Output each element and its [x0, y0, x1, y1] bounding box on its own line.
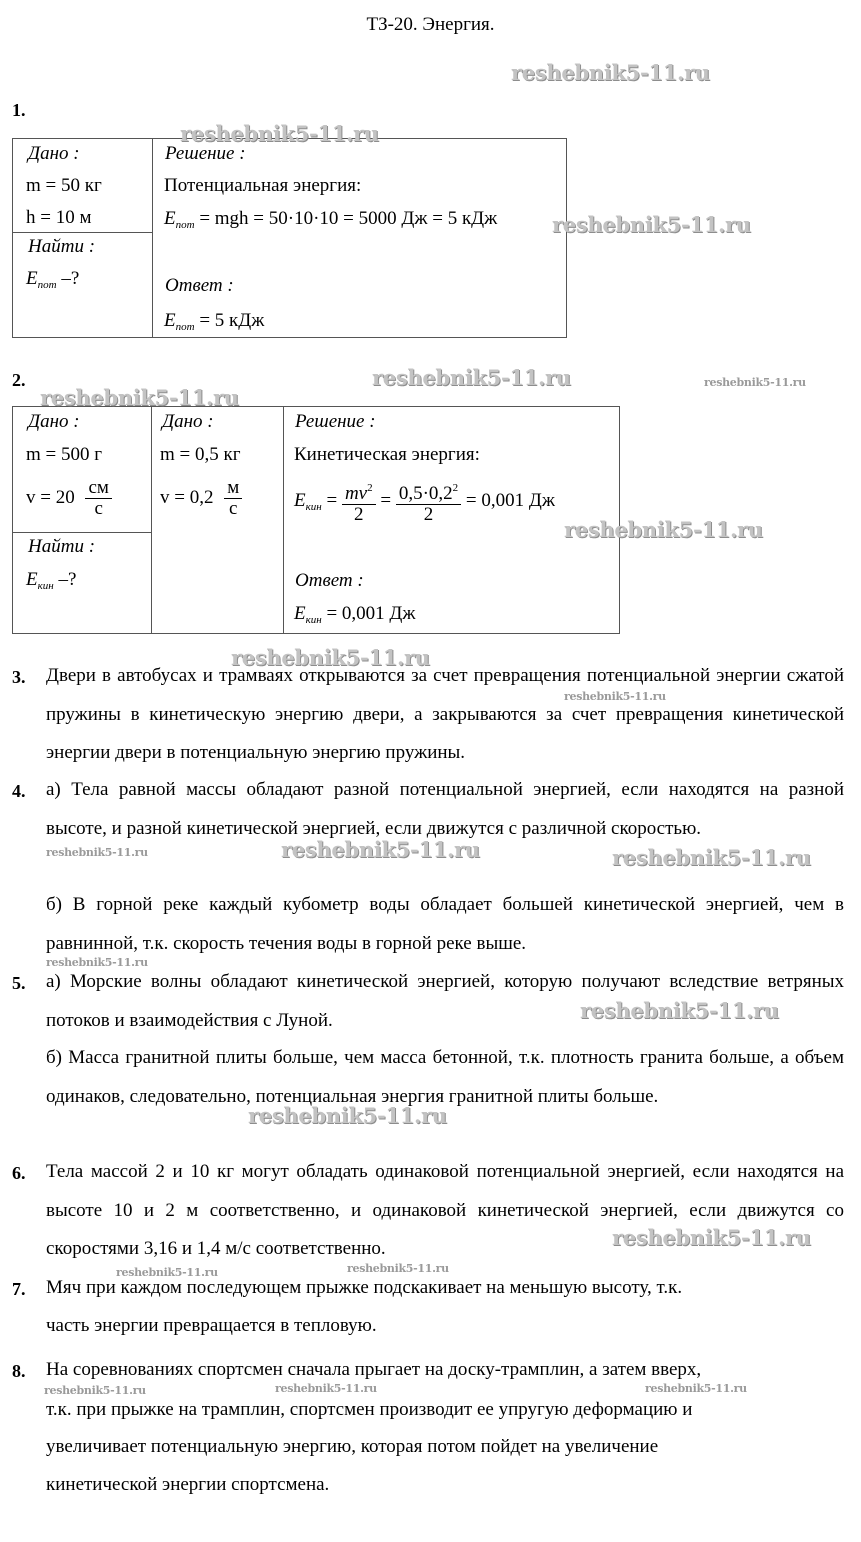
- watermark: reshebnik5-11.ru: [612, 845, 811, 870]
- item-7-line-2: часть энергии превращается в тепловую.: [46, 1315, 377, 1336]
- item-5-b-text: б) Масса гранитной плиты больше, чем масса бетонной, т.к. плотность гранита больше, а объем одинаков, следовательно, потенциальная энергия гранитной плиты больше.: [46, 1047, 844, 1107]
- watermark: reshebnik5-11.ru: [180, 121, 379, 146]
- task-2-answer: $E_{кин} = 0,001$ Дж: [294, 603, 416, 626]
- watermark: reshebnik5-11.ru: [347, 1262, 449, 1275]
- task-1-given-label: Дано :: [28, 143, 80, 164]
- task-1-given-mass: m = 50 кг: [26, 175, 102, 196]
- task-2-find-value: $E_{кин}$ –?: [26, 569, 77, 592]
- watermark: reshebnik5-11.ru: [580, 998, 779, 1023]
- item-8-number: 8.: [12, 1361, 26, 1381]
- page-title: ТЗ-20. Энергия.: [366, 14, 495, 35]
- item-3-text: Двери в автобусах и трамваях открываются за счет превращения потенциальной энергии сжатой пружины в кинетическую энергию двери, а закрываются за счет превращения кинетической энергии двери в потенциальную энергию пружины.: [46, 665, 844, 763]
- item-8-line-3: увеличивает потенциальную энергию, которая потом пойдет на увеличение: [46, 1436, 659, 1457]
- item-6-text: Тела массой 2 и 10 кг могут обладать одинаковой потенциальной энергией, если находятся на высоте 10 и 2 м соответственно, и одинаковой кинетической энергией, если движутся со скоростями 3,16 и 1,4 м/с соответственно.: [46, 1161, 844, 1259]
- task-2-solution-label: Решение :: [295, 411, 376, 432]
- watermark: reshebnik5-11.ru: [612, 1225, 811, 1250]
- task-2-given-label: Дано :: [28, 411, 80, 432]
- task-1-solution-cell: [152, 138, 567, 338]
- watermark: reshebnik5-11.ru: [248, 1103, 447, 1128]
- item-4-a-text: а) Тела равной массы обладают разной потенциальной энергией, если находятся на разной высоте, и разной кинетической энергией, если движутся с различной скоростью.: [46, 779, 844, 839]
- item-6-number: 6.: [12, 1163, 26, 1183]
- task-2-given-mass: m = 500 г: [26, 444, 103, 465]
- task-2-given2-label: Дано :: [162, 411, 214, 432]
- task-2-given2-speed: v = 0,2 $\frac{м}{с}$: [160, 478, 242, 519]
- item-5-a-text: а) Морские волны обладают кинетической энергией, которую получают вследствие ветряных потоков и взаимодействия с Луной.: [46, 971, 844, 1031]
- watermark: reshebnik5-11.ru: [372, 365, 571, 390]
- task-1-answer: $E_{пот} = 5$ кДж: [164, 310, 265, 333]
- watermark: reshebnik5-11.ru: [552, 212, 751, 237]
- item-7-line-1: Мяч при каждом последующем прыжке подскакивает на меньшую высоту, т.к.: [46, 1277, 683, 1298]
- item-7-number: 7.: [12, 1279, 26, 1299]
- watermark: reshebnik5-11.ru: [275, 1382, 377, 1395]
- task-1-answer-label: Ответ :: [165, 275, 234, 296]
- item-4-b-text: б) В горной реке каждый кубометр воды обладает большей кинетической энергией, чем в равнинной, т.к. скорость течения воды в горной реке выше.: [46, 894, 844, 954]
- watermark: reshebnik5-11.ru: [40, 385, 239, 410]
- watermark: reshebnik5-11.ru: [44, 1384, 146, 1397]
- task-2-number: 2.: [12, 370, 26, 390]
- item-4-number: 4.: [12, 781, 26, 801]
- task-1-find-label: Найти :: [28, 236, 96, 257]
- task-2-find-label: Найти :: [28, 536, 96, 557]
- watermark: reshebnik5-11.ru: [46, 846, 148, 859]
- watermark: reshebnik5-11.ru: [46, 956, 148, 969]
- task-1-find-value: $E_{пот}$ –?: [26, 268, 80, 291]
- task-1-given-height: h = 10 м: [26, 207, 92, 228]
- task-1-solution-label: Решение :: [165, 143, 246, 164]
- watermark: reshebnik5-11.ru: [564, 690, 666, 703]
- task-2-given2-mass: m = 0,5 кг: [160, 444, 241, 465]
- watermark: reshebnik5-11.ru: [704, 376, 806, 389]
- item-8-line-4: кинетической энергии спортсмена.: [46, 1474, 330, 1495]
- watermark: reshebnik5-11.ru: [116, 1266, 218, 1279]
- watermark: reshebnik5-11.ru: [281, 837, 480, 862]
- watermark: reshebnik5-11.ru: [564, 517, 763, 542]
- task-1-formula: $E_{пот}$ = mgh = 50·10·10 = 5000 Дж = 5 кДж: [164, 208, 498, 231]
- item-8-line-2: т.к. при прыжке на трамплин, спортсмен производит ее упругую деформацию и: [46, 1399, 693, 1420]
- watermark: reshebnik5-11.ru: [511, 60, 710, 85]
- task-1-number: 1.: [12, 100, 26, 120]
- task-1-solution-text: Потенциальная энергия:: [164, 175, 362, 196]
- task-2-given2-cell: [151, 406, 284, 634]
- task-2-solution-text: Кинетическая энергия:: [294, 444, 480, 465]
- task-2-formula: $E_{кин}$ = $\frac{mv^2}{2}$ = $\frac{0,5\cdot 0,2^2}{2}$ = 0,001 Дж: [294, 478, 555, 525]
- task-2-answer-label: Ответ :: [295, 570, 364, 591]
- item-5-number: 5.: [12, 973, 26, 993]
- watermark: reshebnik5-11.ru: [645, 1382, 747, 1395]
- task-2-given-speed: v = 20 $\frac{см}{с}$: [26, 478, 112, 519]
- item-3-number: 3.: [12, 667, 26, 687]
- item-8-line-1: На соревнованиях спортсмен сначала прыгает на доску-трамплин, а затем вверх,: [46, 1359, 702, 1380]
- watermark: reshebnik5-11.ru: [231, 645, 430, 670]
